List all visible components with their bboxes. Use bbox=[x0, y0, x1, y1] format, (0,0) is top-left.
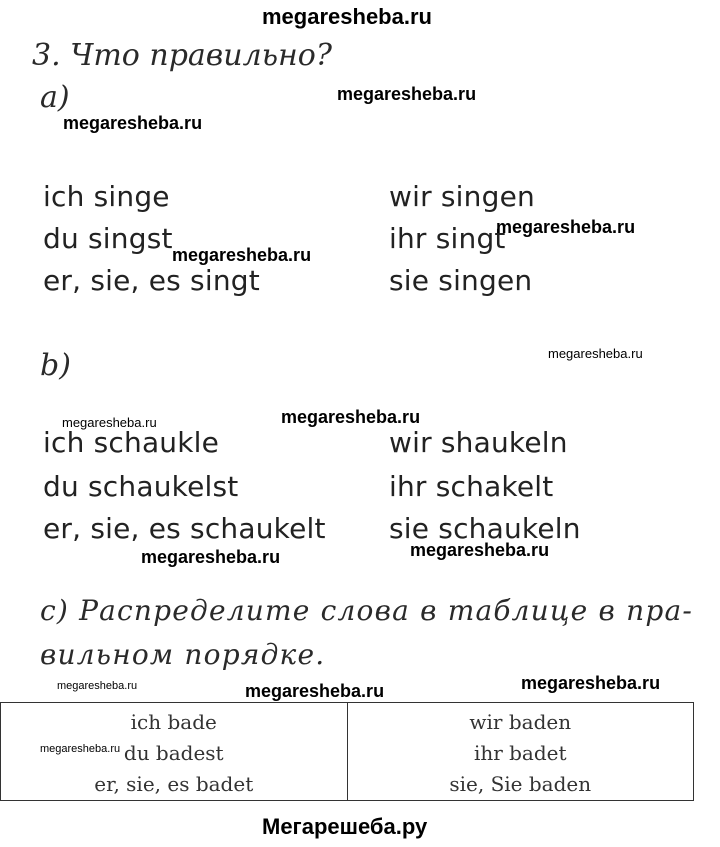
watermark-c-left: megaresheba.ru bbox=[57, 680, 138, 692]
table-right-column bbox=[347, 703, 694, 801]
watermark-a-right: megaresheba.ru bbox=[337, 84, 477, 104]
part-b-label: b) bbox=[40, 348, 71, 383]
part-a-label: a) bbox=[40, 80, 70, 115]
section-b-left-1: ich schaukle bbox=[43, 426, 220, 459]
watermark-b-bottom-left: megaresheba.ru bbox=[141, 547, 281, 567]
watermark-table: megaresheba.ru bbox=[40, 743, 121, 755]
part-c-instruction-line-1: c) Распределите слова в таблице в пра- bbox=[40, 594, 694, 627]
part-c-instruction-line-2: вильном порядке. bbox=[40, 638, 326, 671]
table-left-cell-2: du badest bbox=[123, 741, 224, 765]
watermark-c-center: megaresheba.ru bbox=[245, 681, 385, 701]
watermark-c-right: megaresheba.ru bbox=[521, 673, 661, 693]
watermark-a-left: megaresheba.ru bbox=[63, 113, 203, 133]
section-a-left-1: ich singe bbox=[43, 180, 170, 213]
watermark-bottom: Мегарешеба.ру bbox=[262, 814, 428, 839]
table-right-cell-3: sie, Sie baden bbox=[449, 772, 592, 796]
section-a-right-3: sie singen bbox=[389, 264, 533, 297]
section-b-right-1: wir shaukeln bbox=[389, 426, 568, 459]
table-right-cell-1: wir baden bbox=[469, 710, 572, 734]
watermark-b-bottom-right: megaresheba.ru bbox=[410, 540, 550, 560]
watermark-a-du: megaresheba.ru bbox=[172, 245, 312, 265]
watermark-b-center: megaresheba.ru bbox=[281, 407, 421, 427]
table-right-cell-2: ihr badet bbox=[473, 741, 567, 765]
exercise-heading: 3. Что правильно? bbox=[32, 38, 332, 73]
section-b-right-3: sie schaukeln bbox=[389, 512, 581, 545]
watermark-a-ihr: megaresheba.ru bbox=[496, 217, 636, 237]
section-a-right-1: wir singen bbox=[389, 180, 535, 213]
table-left-cell-3: er, sie, es badet bbox=[94, 772, 254, 796]
section-a-left-3: er, sie, es singt bbox=[43, 264, 260, 297]
watermark-b-left: megaresheba.ru bbox=[62, 415, 157, 430]
watermark-top: megaresheba.ru bbox=[262, 4, 432, 29]
section-a-right-2: ihr singt bbox=[389, 222, 506, 255]
section-a-left-2: du singst bbox=[43, 222, 173, 255]
section-b-left-3: er, sie, es schaukelt bbox=[43, 512, 326, 545]
section-b-right-2: ihr schakelt bbox=[389, 470, 554, 503]
section-b-left-2: du schaukelst bbox=[43, 470, 239, 503]
watermark-b-right: megaresheba.ru bbox=[548, 346, 643, 361]
table-left-cell-1: ich bade bbox=[130, 710, 217, 734]
